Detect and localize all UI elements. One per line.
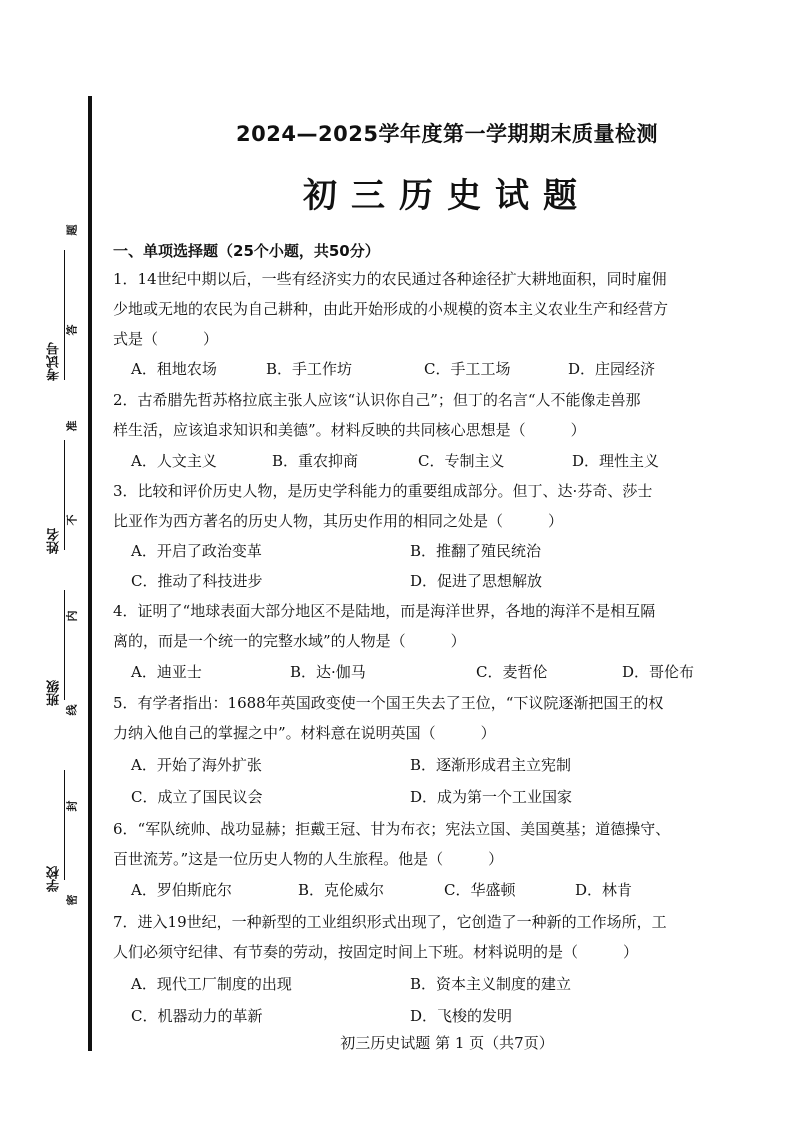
question-line: 3．比较和评价历史人物，是历史学科能力的重要组成部分。但丁、达·芬奇、莎士 [113,482,653,500]
class-blank [64,590,65,700]
name-label: 姓名 [47,528,62,554]
option[interactable]: C．麦哲伦 [476,663,548,681]
exam-number-blank [64,250,65,380]
question-line: 1．14世纪中期以后，一些有经济实力的农民通过各种途径扩大耕地面积，同时雇佣 [113,270,667,288]
exam-header: 2024—2025学年度第一学期期末质量检测 [236,122,658,146]
question-line: 式是（ ） [113,330,219,348]
question-line: 样生活，应该追求知识和美德”。材料反映的共同核心思想是（ ） [113,421,586,439]
option[interactable]: D．理性主义 [572,452,660,470]
option[interactable]: D．林肯 [575,881,633,899]
option[interactable]: B．推翻了殖民统治 [410,542,542,560]
question-line: 少地或无地的农民为自己耕种，由此开始形成的小规模的资本主义农业生产和经营方 [113,300,669,318]
question-line: 离的，而是一个统一的完整水域”的人物是（ ） [113,632,466,650]
name-blank [64,440,65,550]
option[interactable]: A．人文主义 [131,452,217,470]
option[interactable]: C．专制主义 [418,452,505,470]
option[interactable]: A．罗伯斯庇尔 [131,881,232,899]
question-line: 5．有学者指出：1688年英国政变使一个国王失去了王位，“下议院逐渐把国王的权 [113,694,664,712]
option[interactable]: A．租地农场 [131,360,217,378]
option[interactable]: D．庄园经济 [568,360,656,378]
question-line: 7．进入19世纪，一种新型的工业组织形式出现了，它创造了一种新的工作场所，工 [113,913,667,931]
page-footer: 初三历史试题 第 1 页（共7页） [340,1034,554,1052]
option[interactable]: D．促进了思想解放 [410,572,543,590]
question-line: 百世流芳。”这是一位历史人物的人生旅程。他是（ ） [113,850,504,868]
option[interactable]: D．哥伦布 [622,663,695,681]
seal-char: 内 [65,610,79,622]
option[interactable]: B．重农抑商 [272,452,359,470]
option[interactable]: B．逐渐形成君主立宪制 [410,756,572,774]
seal-char: 不 [65,514,79,526]
option[interactable]: A．现代工厂制度的出现 [131,975,292,993]
seal-char: 密 [65,894,79,906]
class-label: 班级 [47,680,62,706]
seal-char: 线 [65,704,79,716]
option[interactable]: A．开始了海外扩张 [131,756,262,774]
seal-char: 题 [65,224,79,236]
option[interactable]: B．达·伽马 [290,663,366,681]
option[interactable]: C．机器动力的革新 [131,1007,263,1025]
question-line: 人们必须守纪律、有节奏的劳动，按固定时间上下班。材料说明的是（ ） [113,943,639,961]
school-label: 学校 [47,866,62,892]
section-heading: 一、单项选择题（25个小题，共50分） [113,242,380,260]
school-blank [64,770,65,880]
question-line: 6．“军队统帅、战功显赫；拒戴王冠、甘为布衣；宪法立国、美国奠基；道德操守、 [113,820,671,838]
option[interactable]: B．克伦威尔 [298,881,385,899]
option[interactable]: C．推动了科技进步 [131,572,263,590]
question-line: 2．古希腊先哲苏格拉底主张人应该“认识你自己”；但丁的名言“人不能像走兽那 [113,391,641,409]
exam-title: 初三历史试题 [303,176,591,216]
binding-line [88,96,92,1051]
option[interactable]: A．迪亚士 [131,663,202,681]
option[interactable]: A．开启了政治变革 [131,542,262,560]
question-line: 比亚作为西方著名的历史人物，其历史作用的相同之处是（ ） [113,512,564,530]
seal-char: 封 [65,800,79,812]
exam-number-label: 考试号 [47,342,62,381]
option[interactable]: B．资本主义制度的建立 [410,975,572,993]
question-line: 4．证明了“地球表面大部分地区不是陆地，而是海洋世界，各地的海洋不是相互隔 [113,602,656,620]
option[interactable]: D．飞梭的发明 [410,1007,513,1025]
option[interactable]: C．华盛顿 [444,881,516,899]
option[interactable]: B．手工作坊 [266,360,353,378]
option[interactable]: D．成为第一个工业国家 [410,788,573,806]
option[interactable]: C．成立了国民议会 [131,788,263,806]
option[interactable]: C．手工工场 [424,360,511,378]
seal-char: 答 [65,324,79,336]
seal-char: 准 [65,420,79,432]
question-line: 力纳入他自己的掌握之中”。材料意在说明英国（ ） [113,724,496,742]
